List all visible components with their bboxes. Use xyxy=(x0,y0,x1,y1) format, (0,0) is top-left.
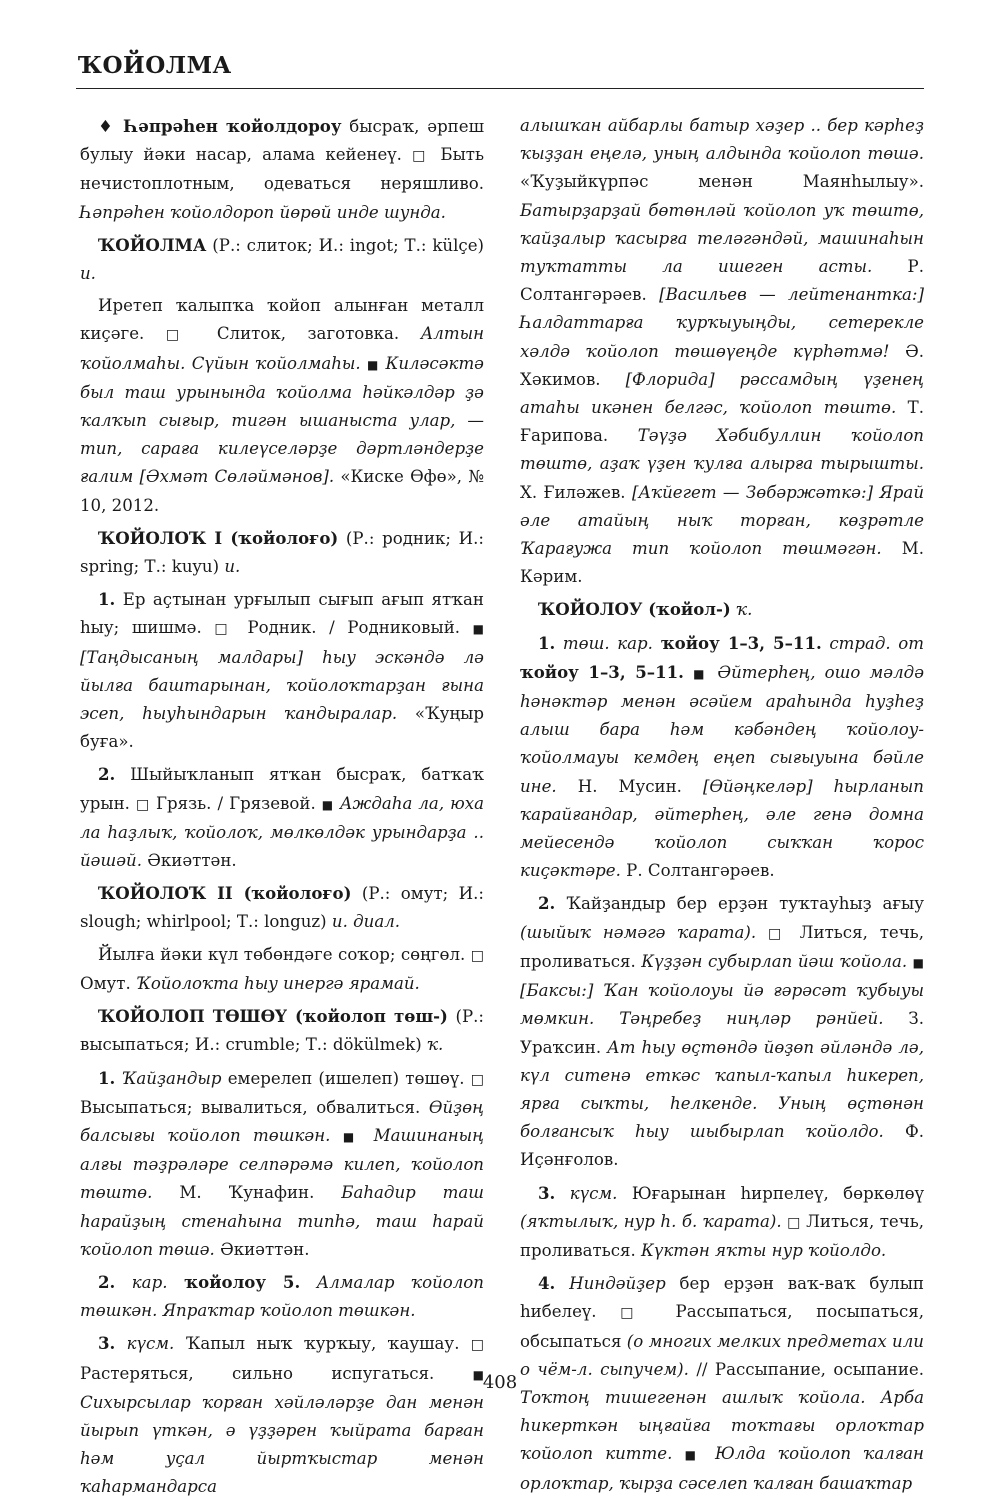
sense-1 xyxy=(520,629,924,886)
example: [Флорида] рәссамдың үҙенең атаһы икәнен белгәс, ҡойолоп төштө. xyxy=(520,369,924,418)
source: Ф. Иҫәнғолов. xyxy=(520,1122,924,1170)
example: Алтын ҡойолмаһы. Сүйын ҡойолмаһы. xyxy=(80,324,485,373)
source: М. Ҡунафин. xyxy=(152,1183,342,1203)
headword: ҠОЙОЛОП ТӨШӨҮ xyxy=(98,1006,287,1027)
open-square-icon: □ xyxy=(787,1214,801,1231)
headword: ҠОЙОЛОҠ II xyxy=(98,883,233,904)
headword-form: (ҡойолоп төш-) xyxy=(286,1006,448,1027)
source: З. Ураҡсин. xyxy=(520,1009,924,1057)
example: Баһадир таш һарайҙың стенаһына типһә, таш һарай ҡойолоп төшә. xyxy=(80,1183,484,1259)
source: Әкиәттән. xyxy=(142,851,237,871)
sense-2 xyxy=(520,889,924,1174)
right-column xyxy=(520,112,924,1502)
open-square-icon: □ xyxy=(470,1071,484,1088)
source: Т. Ғарипова. xyxy=(520,398,924,446)
sense-3 xyxy=(80,1329,484,1501)
black-square-icon: ■ xyxy=(321,797,334,812)
open-square-icon: □ xyxy=(412,148,431,165)
russian-equivalent: Родник. / Родниковый. xyxy=(234,618,473,638)
sense-2 xyxy=(80,1268,484,1325)
example: Тоҡтоң тишегенән ашлыҡ ҡойола. Арба һикерткән ыңғайға тоҡтағы орлоҡтар ҡойолоп китте. xyxy=(520,1387,924,1464)
source: М. Кәрим. xyxy=(520,539,925,587)
source: Н. Мусин. xyxy=(556,776,703,796)
usage-note: (шыйыҡ нәмәгә ҡарата). xyxy=(520,922,757,942)
continued-examples xyxy=(520,112,924,591)
example: Алмалар ҡойолоп төшкән. Япраҡтар ҡойолоп төшкән. xyxy=(80,1272,484,1321)
definition: Ер аҫтынан урғылып сығып ағып ятҡан һыу; шишмә. xyxy=(80,590,484,638)
cross-reference: ҡойолоу 5. xyxy=(167,1271,301,1292)
source: Р. Солтангәрәев. xyxy=(520,257,924,305)
open-square-icon: □ xyxy=(768,925,788,942)
etymology: (Р.: родник; И.: spring; Т.: kuyu) xyxy=(80,528,484,577)
source: Р. Солтангәрәев. xyxy=(620,861,775,881)
part-of-speech: и. xyxy=(224,557,241,577)
source: Ә. Хәкимов. xyxy=(520,341,924,389)
etymology: (Р.: высыпаться; И.: crumble; Т.: dökülmek) xyxy=(80,1007,484,1055)
cross-reference: ҡойоу 1–3, 5–11. xyxy=(520,661,684,682)
russian-equivalent: // Рассыпание, осыпание. xyxy=(688,1359,924,1379)
part-of-speech: и. xyxy=(80,264,96,284)
example: Тәүҙә Хәбибуллин ҡойолоп төштө, аҙаҡ үҙен ҡулға алырға тырышты. xyxy=(520,426,924,474)
sense-3 xyxy=(520,1179,924,1266)
part-of-speech: ҡ. xyxy=(426,1035,444,1055)
entry-koyolok-2-body xyxy=(80,941,484,998)
part-of-speech: и. диал. xyxy=(331,912,401,932)
example: Машинаның алғы тәҙрәләре селпәрәмә килеп, ҡойолоп төштө. xyxy=(80,1125,485,1203)
example: Ҡойолоҡта һыу инергә ярамай. xyxy=(136,973,420,993)
example: Әйтерһең, ошо мәлдә һәнәктәр менән әсәйем араһында һуҙһеҙ алыш бара һәм кәбәндең ҡойолоу-ҡойолмауы кемдең еңеп сығыуына бәйле ине. xyxy=(520,662,925,796)
usage-note: (яҡтылыҡ, нур һ. б. ҡарата). xyxy=(520,1211,782,1231)
sense-number: 4. xyxy=(538,1273,556,1294)
headword-form: (ҡойолоғо) xyxy=(232,883,352,904)
example: Сихырсылар ҡорған хәйләләрҙе дан менән йырып үткән, ә үҙҙәрен ҡыйрата барған һәм уҫал йыртҡыстар менән ҡаһармандарса xyxy=(80,1392,484,1497)
diamond-icon: ♦ xyxy=(98,117,116,136)
example: Аждаһа ла, юха ла һаҙлыҡ, ҡойолоҡ, мөлкөлдәк урындарҙа .. йәшәй. xyxy=(80,793,484,871)
russian-equivalent: Литься, течь, проливаться. xyxy=(520,1211,925,1260)
page-number: 408 xyxy=(482,1372,518,1393)
headword: Һәпрәһен ҡойолдороу xyxy=(123,116,342,136)
definition: бер ерҙән ваҡ-ваҡ булып һибелеү. xyxy=(520,1274,924,1322)
black-square-icon: ■ xyxy=(684,1448,703,1463)
entry-koyolok-1 xyxy=(80,524,484,581)
russian-equivalent: Растеряться, сильно испугаться. xyxy=(80,1363,473,1383)
black-square-icon: ■ xyxy=(472,622,484,637)
sense-number: 2. xyxy=(98,764,116,785)
etymology: (Р.: омут; И.: slough; whirlpool; Т.: longuz) xyxy=(80,884,484,932)
example: Күктән яҡты нур ҡойолдо. xyxy=(641,1240,887,1260)
sense-number: 2. xyxy=(538,893,556,914)
russian-equivalent: Литься, течь, проливаться. xyxy=(520,922,924,971)
entry-koyolok-2 xyxy=(80,879,484,936)
left-column xyxy=(80,112,484,1506)
sense-number: 1. xyxy=(98,1067,116,1088)
usage-note: Ҡайҙандыр xyxy=(115,1068,222,1088)
example: алышҡан айбарлы батыр хәҙер .. бер кәрһеҙ ҡыҙҙан еңелә, уның алдында ҡойолоп төшә. xyxy=(520,116,924,164)
etymology: (Р.: слиток; И.: ingot; Т.: külçe) xyxy=(206,235,484,255)
running-head: ҠОЙОЛМА xyxy=(78,52,232,79)
definition: емерелеп (ишелеп) төшөү. xyxy=(221,1068,471,1088)
definition: Юғарынан һирпелеү, бөркөлөү xyxy=(617,1183,924,1203)
usage-note: күсм. xyxy=(115,1334,175,1354)
russian-equivalent: Омут. xyxy=(80,973,137,993)
entry-koyolma-body xyxy=(80,292,484,520)
part-of-speech: ҡ. xyxy=(730,600,753,620)
sense-1 xyxy=(80,1064,484,1264)
sense-2 xyxy=(80,760,484,875)
definition: Шыйыҡланып ятҡан бысраҡ, батҡаҡ урын. xyxy=(80,765,484,813)
example: Юлда ҡойолоп ҡалған орлоҡтар, ҡырҙа сәселеп ҡалған башаҡтар xyxy=(520,1444,924,1493)
open-square-icon: □ xyxy=(620,1305,652,1322)
sense-number: 1. xyxy=(98,589,116,610)
source: Х. Ғиләжев. xyxy=(520,482,632,502)
open-square-icon: □ xyxy=(214,621,235,638)
usage-note: страд. от xyxy=(821,633,924,653)
headword: ҠОЙОЛОҠ I xyxy=(98,527,223,548)
headword: ҠОЙОЛОУ xyxy=(538,599,643,620)
sense-number: 3. xyxy=(538,1182,556,1203)
example: [Таңдысаның малдары] һыу эскәндә лә йылға баштарынан, ҡойолоҡтарҙан ғына эсеп, һыуһындарын ҡандыралар. xyxy=(80,647,484,724)
open-square-icon: □ xyxy=(135,796,150,813)
sense-number: 1. xyxy=(538,632,556,653)
headword-form: (ҡойолоғо) xyxy=(222,527,339,548)
open-square-icon: □ xyxy=(470,1337,484,1354)
sense-1 xyxy=(80,585,484,756)
source: «Киске Өфө», № 10, 2012. xyxy=(80,467,484,515)
open-square-icon: □ xyxy=(470,947,484,964)
usage-note: Ниндәйҙер xyxy=(555,1274,666,1294)
definition: Иретеп ҡалыпҡа ҡойоп алынған металл киҫәге. xyxy=(80,296,484,344)
example: Күҙҙән субырлап йәш ҡойола. xyxy=(641,951,908,971)
entry-koyolma xyxy=(80,231,484,288)
headword: ҠОЙОЛМА xyxy=(98,234,207,255)
black-square-icon: ■ xyxy=(472,1367,484,1382)
russian-equivalent: Рассыпаться, посыпаться, обсыпаться xyxy=(520,1302,924,1351)
russian-equivalent: Грязь. / Грязевой. xyxy=(149,793,322,813)
russian-equivalent: Быть нечистоплотным, одеваться неряшливо. xyxy=(80,145,485,194)
source: «Ҡуҙыйкүрпәс менән Маянһылыу». xyxy=(520,172,924,192)
definition: Йылға йәки күл төбөндәге соҡор; сөңгөл. xyxy=(98,944,471,964)
usage-note: кар. xyxy=(115,1272,168,1292)
sense-number: 3. xyxy=(98,1333,116,1354)
black-square-icon: ■ xyxy=(912,955,924,970)
usage-note: төш. кар. xyxy=(555,633,653,653)
usage-note: күсм. xyxy=(555,1183,618,1203)
usage-note: (о многих мелких предметах или о чём-л. сыпучем). xyxy=(520,1331,924,1379)
example: [Васильев — лейтенантка:] Һалдаттарға ҡурҡыуыңды, сетерекле хәлдә ҡойолоп төшөүеңде күрһәтмә! xyxy=(520,285,925,361)
header-rule xyxy=(76,88,924,89)
black-square-icon: ■ xyxy=(693,666,709,681)
example: Һәпрәһен ҡойолдороп йөрөй инде шунда. xyxy=(80,202,446,222)
example: Киләсәктә был таш урынында ҡойолма һәйкәлдәр ҙә ҡалҡып сығыр, тигән ышаныста улар, — тип, сараға килеүселәрҙе дәртләндерҙе ғалим [Әхмәт Сөләймәнов]. xyxy=(80,353,484,487)
russian-equivalent: Слиток, заготовка. xyxy=(195,324,421,344)
example: Өйҙөң балсығы ҡойолоп төшкән. xyxy=(80,1097,484,1145)
source: Әкиәттән. xyxy=(214,1239,310,1259)
definition: Ҡапыл ныҡ ҡурҡыу, ҡаушау. xyxy=(174,1334,471,1354)
example: [Аҡйегет — Зөбәржәткә:] Ярай әле атайың ныҡ торған, көҙрәтле Ҡарағужа тип ҡойолоп төшмәгән. xyxy=(520,482,924,559)
cross-reference: ҡойоу 1–3, 5–11. xyxy=(652,632,822,653)
black-square-icon: ■ xyxy=(366,357,380,372)
source: «Ҡуңыр буға». xyxy=(80,704,485,752)
entry-hapraheh xyxy=(80,112,484,227)
black-square-icon: ■ xyxy=(342,1129,362,1144)
sense-number: 2. xyxy=(98,1271,116,1292)
headword-form: (ҡойол-) xyxy=(642,599,731,620)
example: Ат һыу өҫтөндә йөҙөп әйләндә лә, күл ситенә еткәс ҡапыл-ҡапыл һикереп, ярға сыҡты, һелкенде. Уның өҫтөнән болғансыҡ һыу шыбырлап ҡойолдо. xyxy=(520,1037,924,1142)
open-square-icon: □ xyxy=(165,327,196,344)
definition: бысраҡ, әрпеш булыу йәки насар, алама кейенеү. xyxy=(80,117,484,165)
definition: Ҡайҙандыр бер ерҙән туҡтауһыҙ ағыу xyxy=(555,894,924,914)
example: [Өйәңкеләр] һырланып ҡарайғандар, әйтерһең, әле генә домна мейесендә ҡойолоп сыҡҡан ҡорос киҫәктәре. xyxy=(520,776,924,881)
example: Батырҙарҙай бөтөнләй ҡойолоп уҡ төштө, ҡайҙалыр ҡасырға теләгәндәй, машинаһын туҡтатты ла ишеген асты. xyxy=(520,200,924,277)
spacer xyxy=(756,923,768,942)
russian-equivalent: Высыпаться; вывалиться, обвалиться. xyxy=(80,1097,429,1117)
entry-koyolou xyxy=(520,595,924,624)
example: [Баксы:] Ҡан ҡойолоуы йә ғәрәсәт ҡубыуы мөмкин. Тәңребеҙ ниңләр рәнйей. xyxy=(520,981,924,1029)
entry-koyolop-toshou xyxy=(80,1002,484,1059)
